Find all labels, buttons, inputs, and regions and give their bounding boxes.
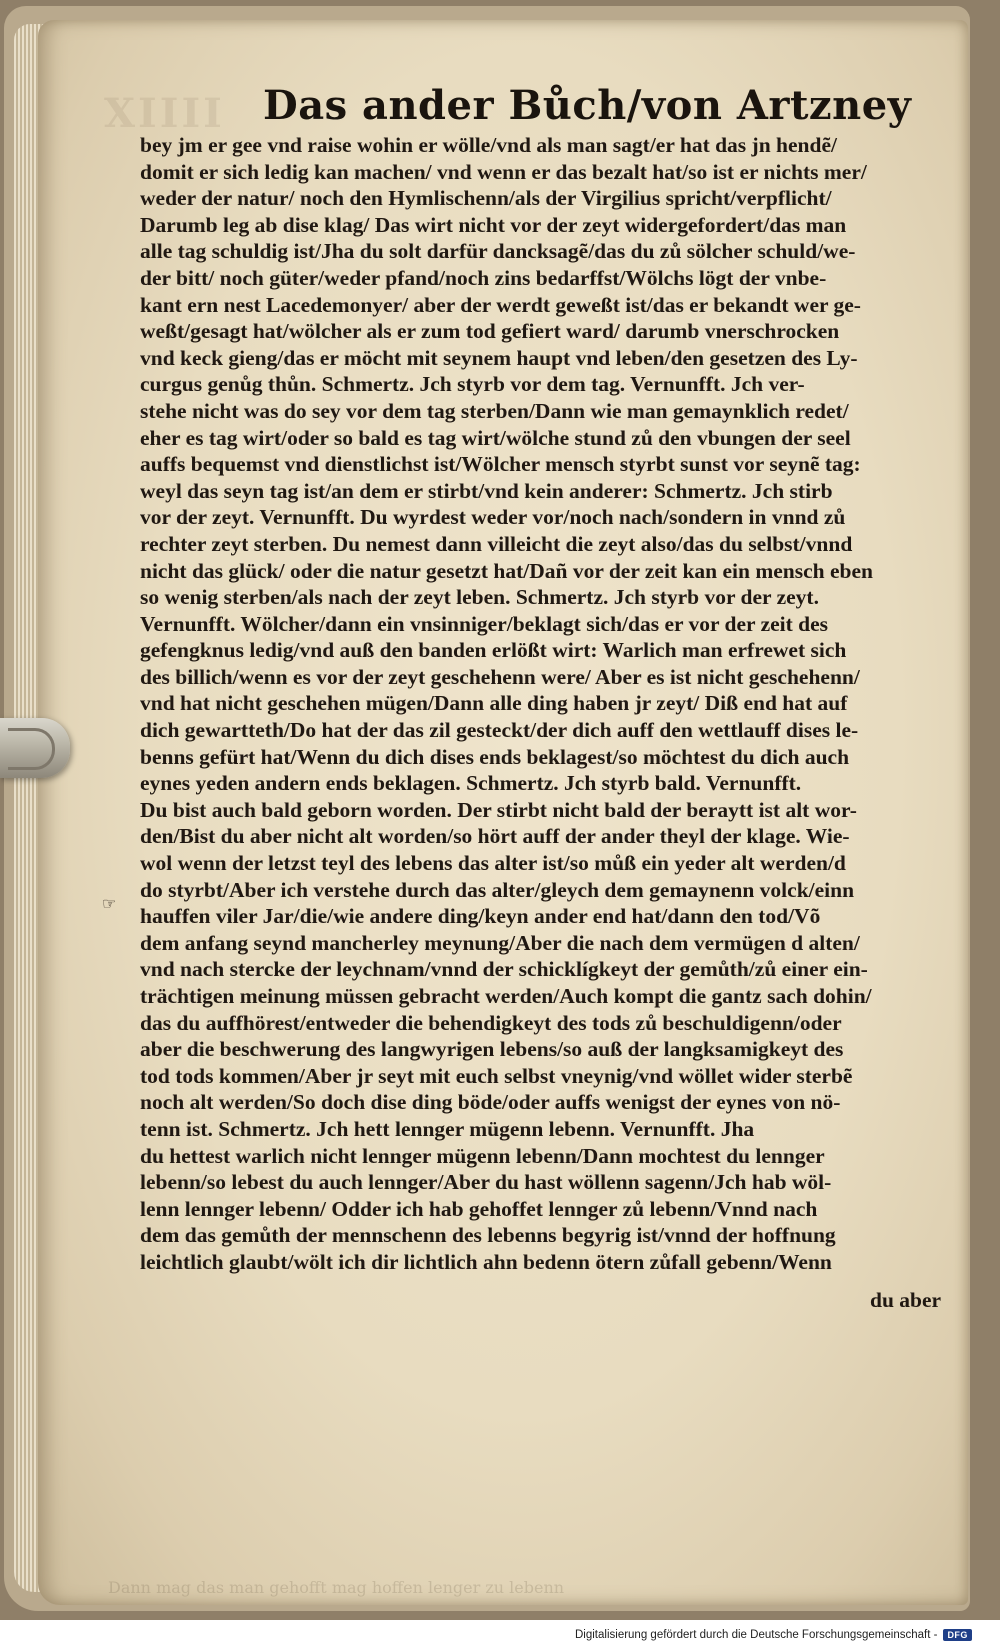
catchword: du aber	[870, 1288, 942, 1312]
text-line: den/Bist du aber nicht alt worden/so hört auff der ander theyl der klage. Wie-	[140, 824, 850, 849]
text-line: benns gefürt hat/Wenn du dich dises ends beklagest/so möchtest du dich auch	[140, 744, 850, 769]
text-line: gefengknus ledig/vnd auß den banden erlößt wirt: Warlich man erfrewet sich	[140, 638, 847, 663]
text-line: curgus genůg thůn. Schmertz. Jch styrb vor dem tag. Vernunfft. Jch ver-	[140, 372, 805, 397]
text-line: stehe nicht was do sey vor dem tag sterben/Dann wie man gemaynklich redet/	[140, 398, 849, 423]
text-line: Darumb leg ab dise klag/ Das wirt nicht vor der zeyt widergefordert/das man	[140, 212, 847, 237]
text-line: trächtigen meinung müssen gebracht werden/Auch kompt die gantz sach dohin/	[140, 984, 872, 1008]
text-line: tenn ist. Schmertz. Jch hett lennger mügenn lebenn. Vernunfft. Jha	[140, 1116, 755, 1141]
text-line: lenn lennger lebenn/ Odder ich hab gehoffet lennger zů lebenn/Vnnd nach	[140, 1196, 818, 1221]
text-line: hauffen viler Jar/die/wie andere ding/keyn ander end hat/dann den tod/Võ	[140, 904, 821, 929]
text-line: vnd nach stercke der leychnam/vnnd der schicklígkeyt der gemůth/zů einer ein-	[140, 957, 868, 982]
text-line: dich gewartteth/Do hat der das zil gesteckt/der dich auff den wettlauff dises le-	[140, 718, 859, 743]
text-line: rechter zeyt sterben. Du nemest dann villeicht die zeyt also/das du selbst/vnnd	[140, 531, 853, 556]
book-clasp	[0, 718, 70, 778]
text-line: vnd keck gieng/das er möcht mit seynem haupt vnd leben/den gesetzen des Ly-	[140, 345, 858, 370]
text-line: lebenn/so lebest du auch lennger/Aber du hast wöllenn sagenn/Jch hab wöl-	[140, 1170, 832, 1195]
text-line: leichtlich glaubt/wölt ich dir lichtlich ahn bedenn ötern zůfall gebenn/Wenn	[140, 1249, 832, 1274]
text-line: Du bist auch bald geborn worden. Der stirbt nicht bald der beraytt ist alt wor-	[140, 797, 857, 822]
text-line: dem anfang seynd mancherley meynung/Aber die nach dem vermügen d alten/	[140, 930, 860, 955]
show-through-header: XIIII	[104, 90, 225, 137]
text-line: noch alt werden/So doch dise ding böde/oder auffs wenigst der eynes von nö-	[140, 1090, 841, 1115]
text-line: bey jm er gee vnd raise wohin er wölle/vnd als man sagt/er hat das jn hendẽ/	[140, 133, 837, 157]
text-line: aber die beschwerung des langwyrigen lebens/so auß der langksamigkeyt des	[140, 1037, 844, 1062]
footer-text: Digitalisierung gefördert durch die Deutsche Forschungsgemeinschaft -	[575, 1628, 938, 1641]
text-line: so wenig sterben/als nach der zeyt leben. Schmertz. Jch styrb vor der zeyt.	[140, 585, 819, 610]
text-line: Vernunfft. Wölcher/dann ein vnsinniger/beklagt sich/das er vor der zeit des	[140, 611, 829, 636]
text-line: kant ern nest Lacedemonyer/ aber der werdt geweßt ist/das er bekandt wer ge-	[140, 292, 861, 317]
running-header: Das ander Bůch/von Artzney	[263, 82, 912, 129]
text-line: wol wenn der letzst teyl des lebens das alter ist/so můß ein yeder alt werden/d	[140, 851, 846, 876]
text-line: do styrbt/Aber ich verstehe durch das alter/gleych dem gemaynenn volck/einn	[140, 877, 855, 902]
text-line: tod tods kommen/Aber jr seyt mit euch selbst vneynig/vnd wöllet wider sterbẽ	[140, 1063, 853, 1088]
text-line: der bitt/ noch güter/weder pfand/noch zins bedarffst/Wölchs lögt der vnbe-	[140, 265, 827, 290]
text-line: auffs bequemst vnd dienstlichst ist/Wölcher mensch styrbt sunst vor seynẽ tag:	[140, 452, 861, 477]
text-line: eynes yeden andern ends beklagen. Schmertz. Jch styrb bald. Vernunfft.	[140, 771, 802, 796]
dfg-logo: DFG	[943, 1629, 972, 1641]
margin-marker: ☞	[102, 894, 117, 913]
text-line: weßt/gesagt hat/wölcher als er zum tod gefiert ward/ darumb vnerschrocken	[140, 319, 840, 344]
text-line: domit er sich ledig kan machen/ vnd wenn er das bezalt hat/so ist er nichts mer/	[140, 159, 867, 184]
text-line: dem das gemůth der mennschenn des lebenns begyrig ist/vnnd der hoffnung	[140, 1223, 836, 1248]
text-line: weyl das seyn tag ist/an dem er stirbt/vnd kein anderer: Schmertz. Jch stirb	[140, 478, 833, 503]
body-text	[140, 132, 945, 1276]
show-through-text: Dann mag das man gehofft mag hoffen lenger zu lebenn	[108, 1578, 565, 1597]
text-line: eher es tag wirt/oder so bald es tag wirt/wölche stund zů den vbungen der seel	[140, 425, 851, 450]
text-line: nicht das glück/ oder die natur gesetzt hat/Dañ vor der zeit kan ein mensch eben	[140, 558, 874, 583]
text-line: weder der natur/ noch den Hymlischenn/als der Virgilius spricht/verpflicht/	[140, 186, 832, 211]
text-line: alle tag schuldig ist/Jha du solt darfür dancksagẽ/das du zů sölcher schuld/we-	[140, 239, 856, 264]
footer	[575, 1625, 972, 1644]
text-line: vnd hat nicht geschehen mügen/Dann alle ding haben jr zeyt/ Diß end hat auf	[140, 691, 848, 716]
text-line: du hettest warlich nicht lennger mügenn lebenn/Dann mochtest du lennger	[140, 1143, 825, 1168]
text-line: das du auffhörest/entweder die behendigkeyt des tods zů beschuldigenn/oder	[140, 1010, 842, 1035]
text-line: des billich/wenn es vor der zeyt geschehenn were/ Aber es ist nicht geschehenn/	[140, 664, 860, 689]
text-line: vor der zeyt. Vernunfft. Du wyrdest weder vor/noch nach/sondern in vnnd zů	[140, 505, 846, 530]
